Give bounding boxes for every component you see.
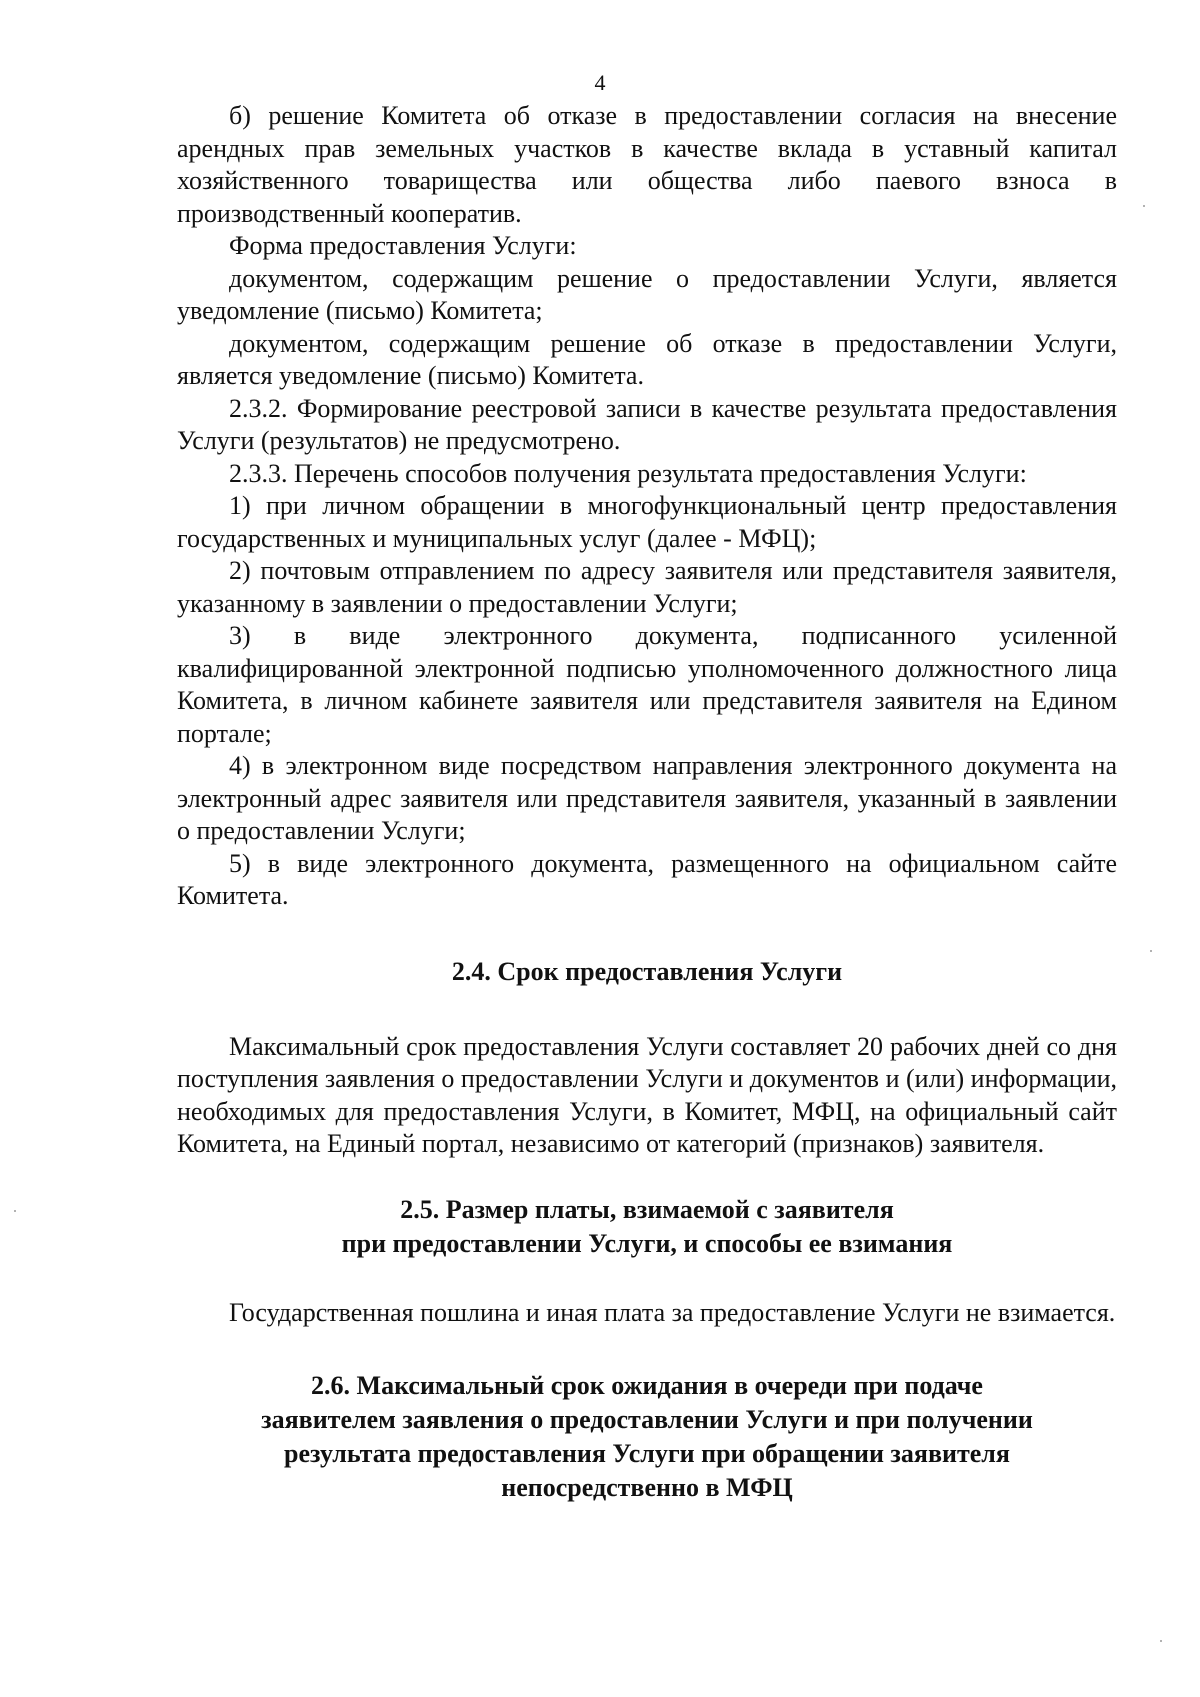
paragraph-form-of-service: Форма предоставления Услуги: [229,231,577,260]
section-2-6-heading [177,1369,1117,1505]
paragraph-2-3-3: 2.3.3. Перечень способов получения результата предоставления Услуги: [229,458,1027,488]
list-item-3: 3) в виде электронного документа, подписанного усиленной квалифицированной электронной подписью уполномоченного должностного лица Комитета, в личном кабинете заявителя или представителя заявителя на Едином портале; [177,621,1117,748]
scan-speck [14,1210,16,1212]
section-2-6-heading-line-1: 2.6. Максимальный срок ожидания в очереди при подаче [311,1371,983,1400]
section-2-5-text: Государственная пошлина и иная плата за предоставление Услуги не взимается. [229,1297,1116,1327]
paragraph-decision-refusal: б) решение Комитета об отказе в предоставлении согласия на внесение арендных прав земельных участков в качестве вклада в уставный капитал хозяйственного товарищества или общества либо паевого взноса в производственный кооператив. [177,101,1117,228]
section-2-6-heading-line-3: результата предоставления Услуги при обращении заявителя [284,1439,1010,1468]
list-item-2: 2) почтовым отправлением по адресу заявителя или представителя заявителя, указанному в заявлении о предоставлении Услуги; [177,556,1117,618]
section-2-6-heading-line-4: непосредственно в МФЦ [501,1473,793,1502]
scan-speck [1143,205,1145,207]
paragraph-positive-decision-document: документом, содержащим решение о предоставлении Услуги, является уведомление (письмо) Комитета; [177,263,1117,325]
paragraph-2-3-2: 2.3.2. Формирование реестровой записи в качестве результата предоставления Услуги (результатов) не предусмотрено. [177,393,1117,455]
paragraph-refusal-decision-document: документом, содержащим решение об отказе в предоставлении Услуги, является уведомление (письмо) Комитета. [177,328,1117,390]
scan-speck [1150,950,1152,952]
list-item-4: 4) в электронном виде посредством направления электронного документа на электронный адрес заявителя или представителя заявителя, указанный в заявлении о предоставлении Услуги; [177,751,1117,845]
section-2-5-heading [177,1193,1117,1261]
page-content [177,100,1117,1505]
scan-speck [1160,1640,1162,1642]
section-2-5-heading-line-2: при предоставлении Услуги, и способы ее взимания [341,1228,953,1258]
section-2-6-heading-line-2: заявителем заявления о предоставлении Услуги и при получении [261,1405,1033,1434]
section-2-4-text: Максимальный срок предоставления Услуги составляет 20 рабочих дней со дня поступления заявления о предоставлении Услуги и документов и (или) информации, необходимых для предоставления Услуги, в Комитет, МФЦ, на официальный сайт Комитета, на Единый портал, независимо от категорий (признаков) заявителя. [177,1031,1117,1158]
page-number: 4 [594,70,606,95]
section-2-5-heading-line-1: 2.5. Размер платы, взимаемой с заявителя [400,1194,894,1224]
section-2-4-heading: 2.4. Срок предоставления Услуги [451,956,843,986]
list-item-1: 1) при личном обращении в многофункциональный центр предоставления государственных и муниципальных услуг (далее - МФЦ); [177,491,1117,553]
list-item-5: 5) в виде электронного документа, размещенного на официальном сайте Комитета. [177,848,1117,910]
